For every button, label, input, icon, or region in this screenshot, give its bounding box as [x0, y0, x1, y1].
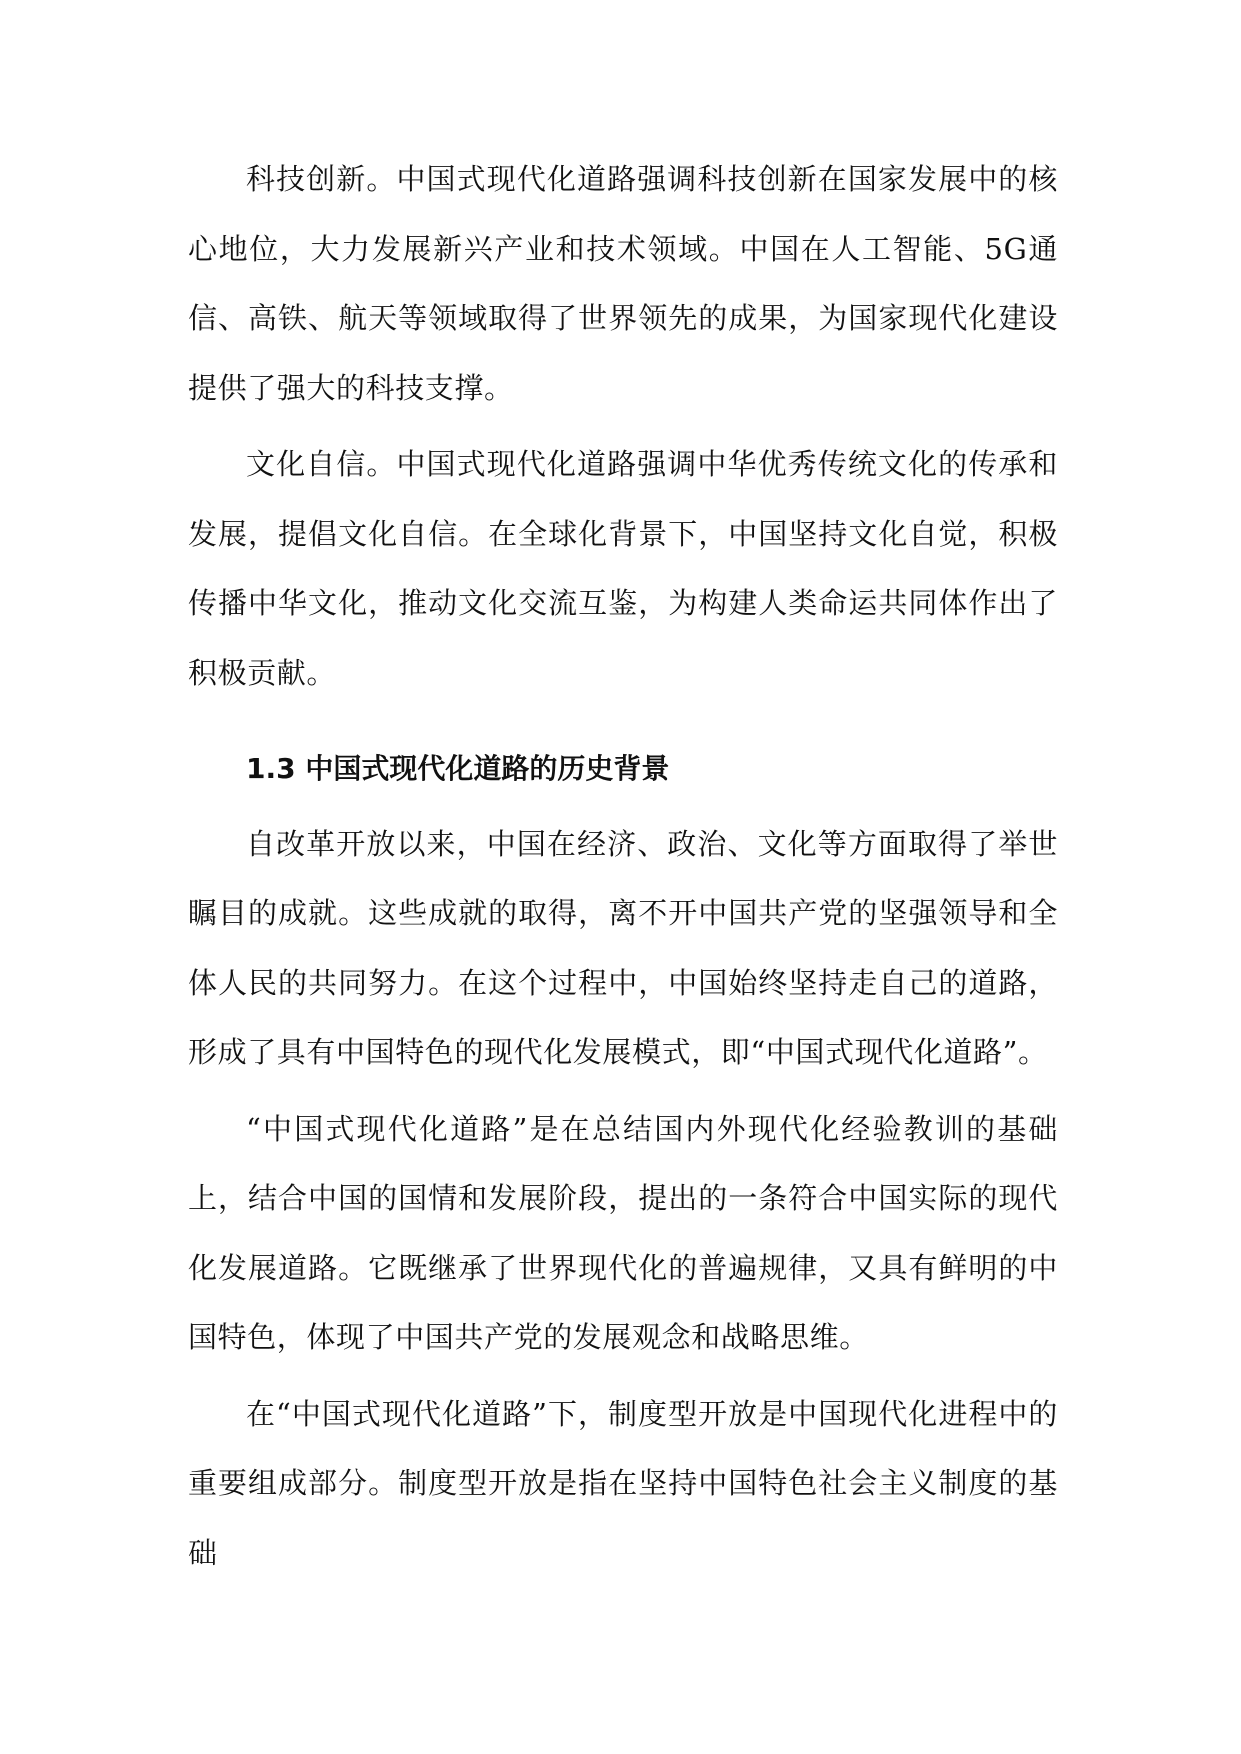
paragraph-modernization-path: “中国式现代化道路”是在总结国内外现代化经验教训的基础上，结合中国的国情和发展阶段，提出的一条符合中国实际的现代化发展道路。它既继承了世界现代化的普遍规律，又具有鲜明的中国特色，体现了中国共产党的发展观念和战略思维。 [188, 1111, 1058, 1354]
paragraph-institutional-opening: 在“中国式现代化道路”下，制度型开放是中国现代化进程中的重要组成部分。制度型开放是指在坚持中国特色社会主义制度的基础 [188, 1396, 1058, 1570]
document-body [188, 145, 1058, 1595]
section-heading: 1.3 中国式现代化道路的历史背景 [246, 752, 670, 785]
paragraph-cultural-confidence: 文化自信。中国式现代化道路强调中华优秀传统文化的传承和发展，提倡文化自信。在全球化背景下，中国坚持文化自觉，积极传播中华文化，推动文化交流互鉴，为构建人类命运共同体作出了积极贡献。 [188, 447, 1058, 690]
paragraph-tech-innovation: 科技创新。中国式现代化道路强调科技创新在国家发展中的核心地位，大力发展新兴产业和技术领域。中国在人工智能、5G通信、高铁、航天等领域取得了世界领先的成果，为国家现代化建设提供了强大的科技支撑。 [188, 162, 1058, 405]
paragraph-reform-achievements: 自改革开放以来，中国在经济、政治、文化等方面取得了举世瞩目的成就。这些成就的取得，离不开中国共产党的坚强领导和全体人民的共同努力。在这个过程中，中国始终坚持走自己的道路，形成了具有中国特色的现代化发展模式，即“中国式现代化道路”。 [188, 826, 1058, 1069]
